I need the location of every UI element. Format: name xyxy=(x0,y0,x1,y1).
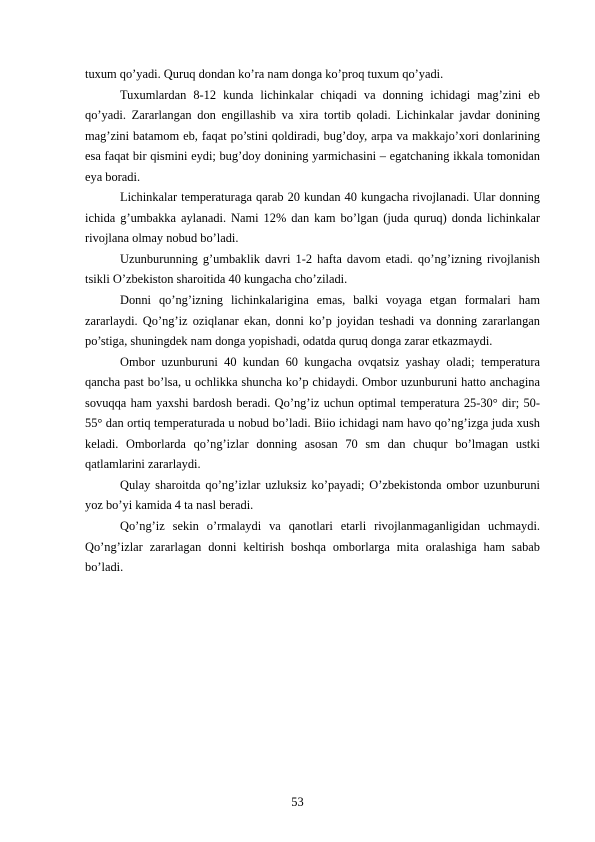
paragraph-adult-damage: Donni qo’ng’izning lichinkalarigina emas, balki voyaga etgan formalari ham zararlaydi. Qo’ng’iz oziqlanar ekan, donni ko’p joyidan teshadi va donning zararlangan po’stiga, shuningdek nam donga yopishadi, odatda quruq donga zarar etkazmaydi. xyxy=(85,293,540,349)
paragraph-pupal-period: Uzunburunning g’umbaklik davri 1-2 hafta davom etadi. qo’ng’izning rivojlanish tsikli O’zbekiston sharoitida 40 kungacha cho’ziladi. xyxy=(85,251,540,287)
paragraph-larvae-hatching: Tuxumlardan 8-12 kunda lichinkalar chiqadi va donning ichidagi mag’zini eb qo’yadi. Zararlangan don engillashib va xira tortib qoladi. Lichinkalar javdar donining mag’zini batamom eb, faqat po’stini qoldiradi, bug’doy, arpa va makkajo’xori donlarining esa faqat bir qismini eydi; bug’doy donining yarmichasini – egatchaning ikkala tomonidan eya boradi. xyxy=(85,87,540,184)
paragraph-continuation: tuxum qo’yadi. Quruq dondan ko’ra nam donga ko’proq tuxum qo’yadi. xyxy=(85,67,444,81)
paragraph-movement-spread: Qo’ng’iz sekin o’rmalaydi va qanotlari etarli rivojlanmaganligidan uchmaydi. Qo’ng’izlar zararlagan donni keltirish boshqa omborlarga mita oralashiga ham sabab bo’ladi. xyxy=(85,519,540,575)
paragraph-reproduction: Qulay sharoitda qo’ng’izlar uzluksiz ko’payadi; O’zbekistonda ombor uzunburuni yoz bo’yi kamida 4 ta nasl beradi. xyxy=(85,477,540,513)
paragraph-survival-temperature: Ombor uzunburuni 40 kundan 60 kungacha ovqatsiz yashay oladi; temperatura qancha past bo’lsa, u ochlikka shuncha ko’p chidaydi. Ombor uzunburuni hatto anchagina sovuqqa ham yaxshi bardosh beradi. Qo’ng’iz uchun optimal temperatura 25-30° dir; 50-55° dan ortiq temperaturada u nobud bo’ladi. Biio ichidagi nam havo qo’ng’izga juda xush keladi. Omborlarda qo’ng’izlar donning asosan 70 sm dan chuqur bo’lmagan ustki qatlamlarini zararlaydi. xyxy=(85,354,540,472)
paragraph-larvae-development: Lichinkalar temperaturaga qarab 20 kundan 40 kungacha rivojlanadi. Ular donning ichida g’umbakka aylanadi. Nami 12% dan kam bo’lgan (juda quruq) donda lichinkalar rivojlana olmay nobud bo’ladi. xyxy=(85,190,540,246)
page-number: 53 xyxy=(291,795,304,809)
body-text xyxy=(85,64,540,578)
